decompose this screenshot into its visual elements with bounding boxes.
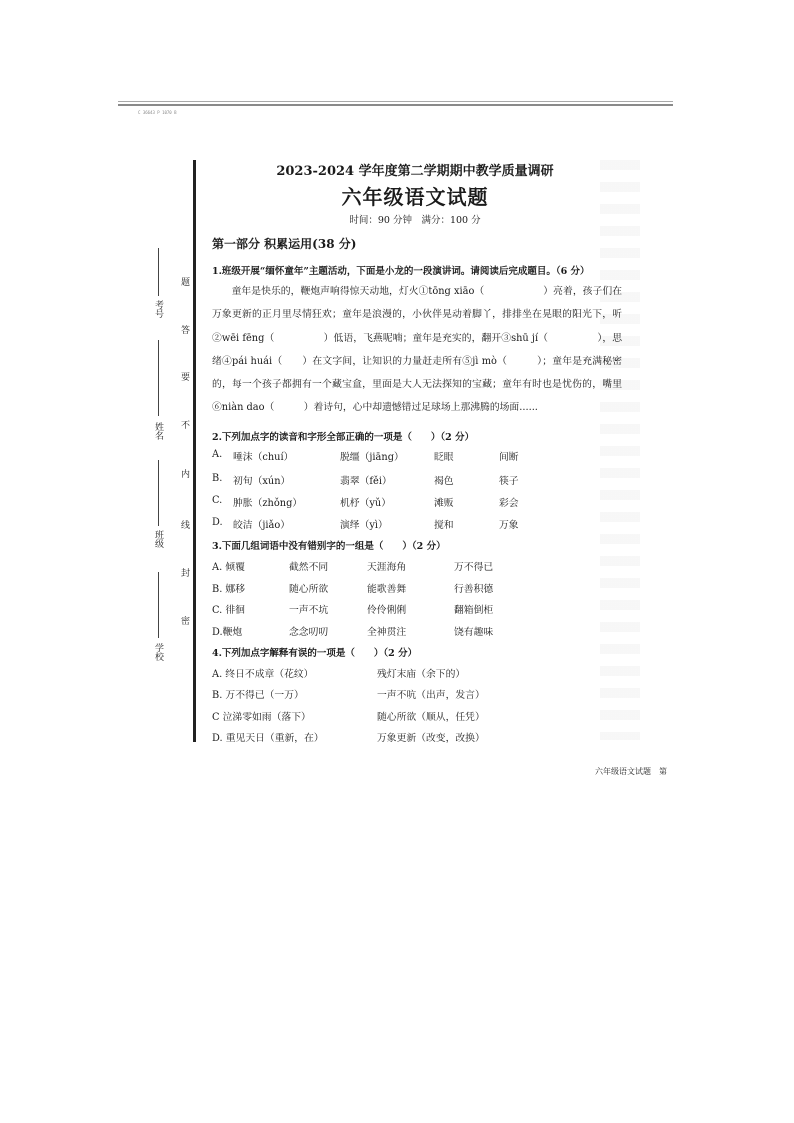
- side-blank-line: [158, 460, 159, 526]
- side-label-xingming: 姓名: [153, 422, 163, 440]
- scan-code: C 36643 P 1070 B: [138, 110, 177, 115]
- side-blank-line: [158, 340, 159, 416]
- q3-stem: 3.下面几组词语中没有错别字的一组是（ ）（2 分）: [212, 541, 446, 552]
- binding-line: [193, 160, 196, 742]
- top-scan-line: [118, 101, 673, 107]
- seal-char: 线: [179, 520, 189, 529]
- q4-stem: 4.下列加点字解释有误的一项是（ ）（2 分）: [212, 648, 418, 659]
- seal-char: 题: [179, 277, 189, 286]
- exam-title: 六年级语文试题: [341, 185, 489, 209]
- side-label-banji: 班级: [153, 530, 163, 548]
- side-label-xuexiao: 学校: [153, 643, 163, 661]
- q1-stem: 1.班级开展“缅怀童年”主题活动，下面是小龙的一段演讲词。请阅读后完成题目。（6 分）: [212, 266, 590, 277]
- seal-char: 要: [179, 372, 189, 381]
- bleed-through-shadow: [600, 160, 640, 740]
- seal-char: 答: [179, 325, 189, 334]
- seal-char: 封: [179, 568, 189, 577]
- part1-heading: 第一部分 积累运用(38 分): [212, 237, 357, 251]
- side-blank-line: [158, 572, 159, 638]
- seal-char: 密: [179, 616, 189, 625]
- q1-passage-text: 童年是快乐的，鞭炮声响得惊天动地，灯火①tōng xiāo（ ）亮着，孩子们在万象更新的正月里尽情狂欢；童年是浪漫的，小伙伴晃动着脚丫，排排坐在晃眼的阳光下，听②wēi fēng（ ）低语，飞燕呢喃；童年是充实的，翻开③shū jí（ ），思绪④pái huái（ ）在文字间，让知识的力量赶走所有⑤jì mò（ ）；童年是充满秘密的，每一个孩子都拥有一个藏宝盒，里面是大人无法探知的宝藏；童年有时也是忧伤的，嘴里⑥niàn dao（ ）着诗句，心中却遗憾错过足球场上那沸腾的场面......: [212, 286, 622, 414]
- q1-passage: [212, 280, 622, 420]
- year-title: 2023-2024 学年度第二学期期中教学质量调研: [276, 164, 554, 179]
- side-label-kaohao: 考号: [153, 300, 163, 318]
- q2-stem: 2.下列加点字的读音和字形全部正确的一项是（ ）（2 分）: [212, 432, 475, 443]
- time-info: 时间：90 分钟 满分：100 分: [349, 215, 481, 226]
- side-blank-line: [158, 248, 159, 296]
- page-footer: 六年级语文试题 第: [595, 767, 667, 776]
- seal-char: 不: [179, 420, 189, 429]
- seal-char: 内: [179, 469, 189, 478]
